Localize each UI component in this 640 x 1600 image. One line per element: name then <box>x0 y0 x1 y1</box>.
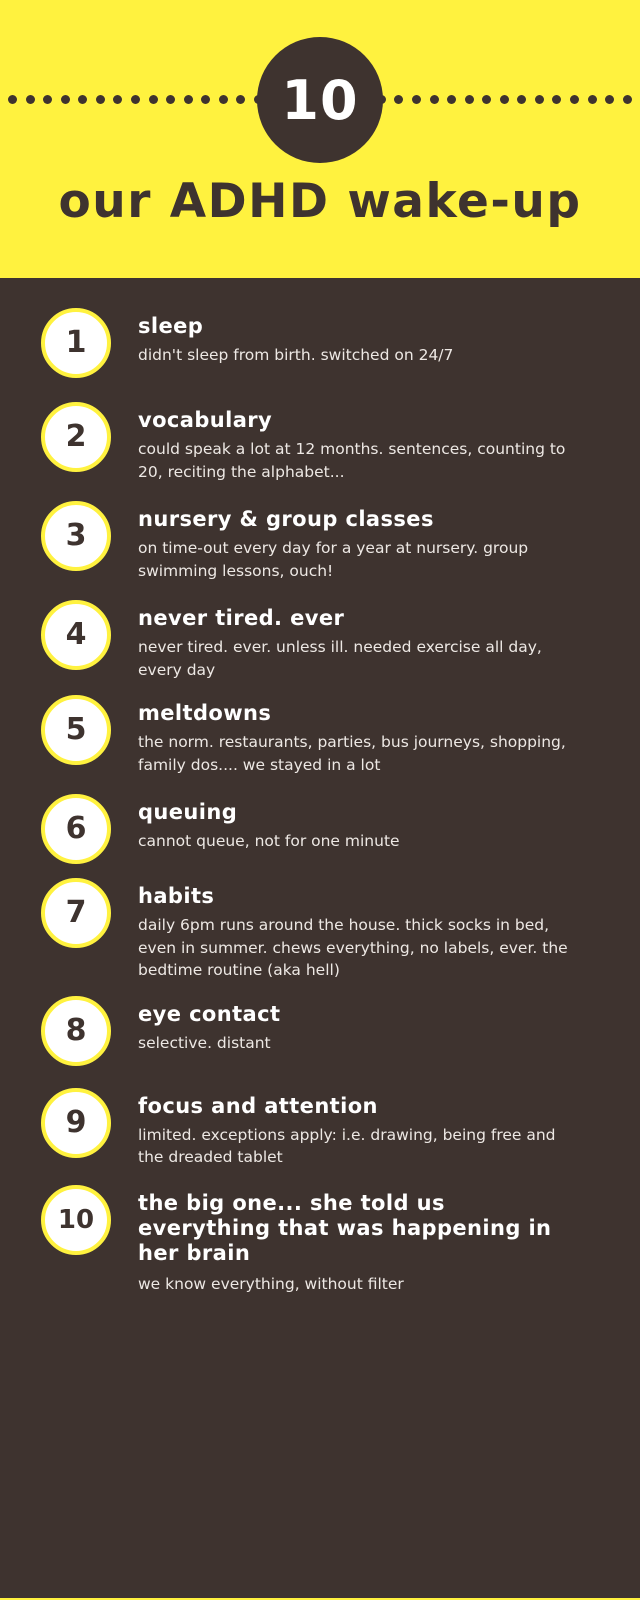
divider-dot <box>482 95 491 104</box>
divider-dot <box>605 95 614 104</box>
divider-dot <box>149 95 158 104</box>
item-number: 3 <box>41 501 111 571</box>
list-item <box>0 695 640 776</box>
item-text <box>114 878 612 982</box>
divider-dot <box>412 95 421 104</box>
divider-dot <box>588 95 597 104</box>
divider-dot <box>43 95 52 104</box>
number-circle-wrap <box>38 501 114 571</box>
list-container <box>0 278 640 1598</box>
item-number: 10 <box>41 1185 111 1255</box>
poster-header <box>0 0 640 278</box>
divider-dot <box>394 95 403 104</box>
divider-dot <box>500 95 509 104</box>
item-number: 9 <box>41 1088 111 1158</box>
divider-dot <box>430 95 439 104</box>
list-item <box>0 1185 640 1295</box>
item-description: daily 6pm runs around the house. thick socks in bed, even in summer. chews everything, no labels, ever. the bedtime routine (aka hell) <box>138 916 568 980</box>
item-title: sleep <box>138 314 204 338</box>
divider-dot <box>552 95 561 104</box>
list-item <box>0 878 640 982</box>
item-title: meltdowns <box>138 701 272 726</box>
list-item <box>0 308 640 378</box>
item-title: eye contact <box>138 1001 281 1026</box>
item-title: nursery & group classes <box>138 507 434 532</box>
divider-dot <box>96 95 105 104</box>
divider-dot <box>201 95 210 104</box>
item-title: queuing <box>138 800 238 825</box>
item-text <box>114 794 612 853</box>
item-text <box>114 695 612 776</box>
divider-dot <box>166 95 175 104</box>
number-circle-wrap <box>38 1088 114 1158</box>
list-item <box>0 794 640 864</box>
item-title: never tired. ever <box>138 606 345 631</box>
divider-dot <box>219 95 228 104</box>
item-description: didn't sleep from birth. switched on 24/7 <box>138 346 454 365</box>
divider-dot <box>447 95 456 104</box>
number-circle-wrap <box>38 308 114 378</box>
list-item <box>0 1088 640 1169</box>
item-description: never tired. ever. unless ill. needed exercise all day, every day <box>138 638 542 679</box>
item-text <box>114 1185 612 1295</box>
item-text <box>114 1088 612 1169</box>
divider-dot <box>61 95 70 104</box>
divider-dot <box>184 95 193 104</box>
item-text <box>114 501 612 582</box>
page-title: our ADHD wake-up <box>58 174 582 229</box>
item-number: 1 <box>41 308 111 378</box>
list-item <box>0 996 640 1066</box>
divider-dot <box>131 95 140 104</box>
number-circle-wrap <box>38 878 114 948</box>
item-number: 4 <box>41 600 111 670</box>
number-badge: 10 <box>257 37 383 163</box>
divider-dot <box>236 95 245 104</box>
item-description: on time-out every day for a year at nursery. group swimming lessons, ouch! <box>138 539 529 580</box>
item-description: limited. exceptions apply: i.e. drawing, being free and the dreaded tablet <box>138 1126 556 1167</box>
divider-dot <box>535 95 544 104</box>
item-text <box>114 996 612 1055</box>
item-title: habits <box>138 884 215 909</box>
number-circle-wrap <box>38 402 114 472</box>
item-number: 2 <box>41 402 111 472</box>
divider-dot <box>623 95 632 104</box>
item-title: the big one... she told us everything that was happening in her brain <box>138 1190 552 1266</box>
item-description: cannot queue, not for one minute <box>138 832 400 851</box>
item-number: 7 <box>41 878 111 948</box>
item-description: we know everything, without filter <box>138 1274 404 1293</box>
divider-dot <box>78 95 87 104</box>
item-number: 5 <box>41 695 111 765</box>
item-text <box>114 402 612 483</box>
item-text <box>114 600 612 681</box>
item-number: 8 <box>41 996 111 1066</box>
number-circle-wrap <box>38 794 114 864</box>
divider-dot <box>517 95 526 104</box>
list-item <box>0 600 640 681</box>
divider-dot <box>570 95 579 104</box>
divider-dot <box>26 95 35 104</box>
item-text <box>114 308 612 367</box>
list-item <box>0 402 640 483</box>
divider-dot <box>113 95 122 104</box>
number-circle-wrap <box>38 1185 114 1255</box>
item-description: could speak a lot at 12 months. sentences, counting to 20, reciting the alphabet... <box>138 440 566 481</box>
item-description: the norm. restaurants, parties, bus journeys, shopping, family dos.... we stayed in a lot <box>138 733 566 774</box>
list-item <box>0 501 640 582</box>
number-circle-wrap <box>38 600 114 670</box>
number-circle-wrap <box>38 996 114 1066</box>
item-title: vocabulary <box>138 408 273 432</box>
item-number: 6 <box>41 794 111 864</box>
item-description: selective. distant <box>138 1034 271 1052</box>
item-title: focus and attention <box>138 1093 378 1118</box>
number-circle-wrap <box>38 695 114 765</box>
divider-dot <box>465 95 474 104</box>
divider-dot <box>8 95 17 104</box>
